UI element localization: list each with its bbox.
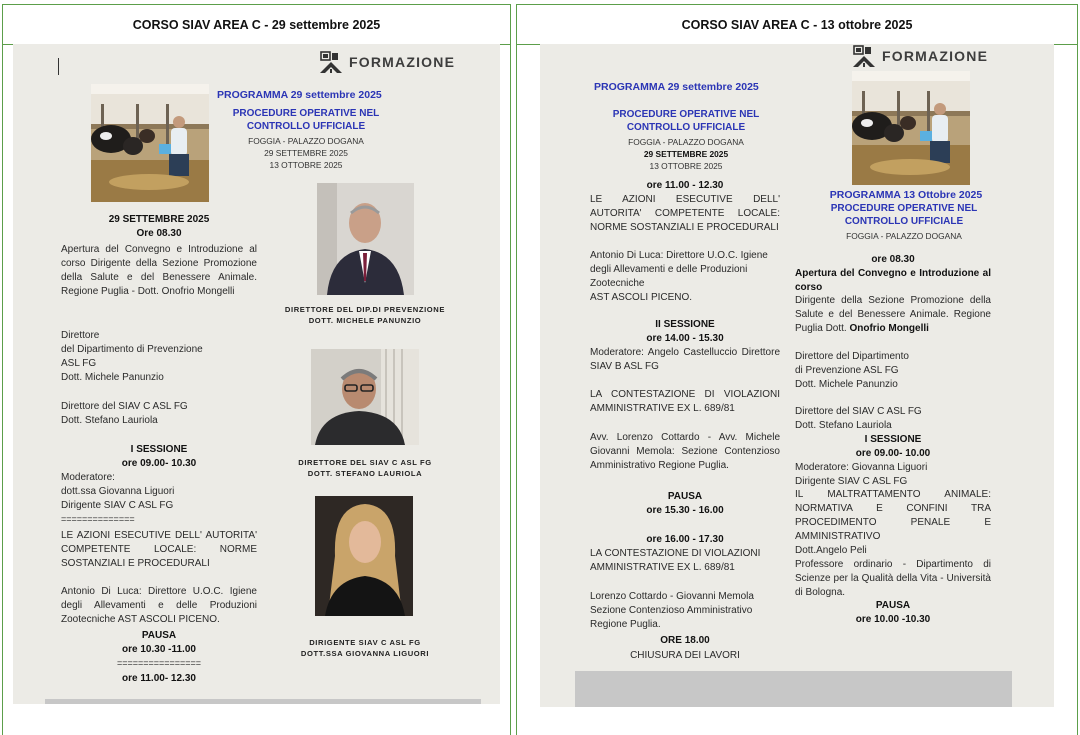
separator-2: ================ <box>116 658 202 668</box>
day-heading: 29 SETTEMBRE 2025 <box>108 214 210 225</box>
time-sessione-2: ore 14.00 - 15.30 <box>646 333 724 344</box>
azioni-title-right: LE AZIONI ESECUTIVE DELL' AUTORITA' COMPETENTE LOCALE: NORME SOSTANZIALI E PROCEDURALI <box>590 194 780 233</box>
direttore-dip-right-line3: Dott. Michele Panunzio <box>795 379 898 390</box>
time-sessione-1: ore 09.00- 10.30 <box>121 458 197 469</box>
location-2: FOGGIA - PALAZZO DOGANA <box>846 231 962 241</box>
time-pausa-2-right: ore 10.00 -10.30 <box>855 614 931 625</box>
pausa-right: PAUSA <box>667 491 703 502</box>
direttore-dip-line1: Direttore <box>61 330 100 341</box>
direttore-dip-line4: Dott. Michele Panunzio <box>61 372 164 383</box>
procedure-title-2-line2: CONTROLLO UFFICIALE <box>844 216 964 227</box>
sessione-1-right: I SESSIONE <box>864 434 922 445</box>
panel-header-left: CORSO SIAV AREA C - 29 settembre 2025 <box>3 5 510 45</box>
moderatore-right-line2: Dirigente SIAV C ASL FG <box>795 476 908 487</box>
portrait-panunzio <box>317 183 414 295</box>
direttore-siav-line1: Direttore del SIAV C ASL FG <box>61 401 188 412</box>
speaker-text: Antonio Di Luca: Direttore U.O.C. Igiene degli Allevamenti e delle Produzioni Zootecniche AST ASCOLI PICENO. <box>61 586 257 625</box>
direttore-dipartimento <box>61 329 257 385</box>
direttore-dip-right <box>795 350 991 392</box>
direttore-dip-right-line2: di Prevenzione ASL FG <box>795 365 899 376</box>
avvocati-2: Lorenzo Cottardo - Giovanni Memola Sezione Contenzioso Amministrativo Regione Puglia. <box>590 591 754 630</box>
time-0830-right: ore 08.30 <box>871 254 915 265</box>
moderatore-name: dott.ssa Giovanna Liguori <box>61 486 175 497</box>
farm-photo-right <box>852 71 970 185</box>
moderatore-role: Dirigente SIAV C ASL FG <box>61 500 174 511</box>
caption-lauriola-line2: DOTT. STEFANO LAURIOLA <box>307 469 423 478</box>
procedure-title-right-line2: CONTROLLO UFFICIALE <box>626 122 746 133</box>
formazione-logo-icon <box>319 50 343 74</box>
caption-panunzio <box>265 304 465 326</box>
formazione-logo <box>319 50 455 74</box>
pausa: PAUSA <box>141 630 177 641</box>
date-2-right: 13 OTTOBRE 2025 <box>649 161 723 171</box>
caption-lauriola <box>265 457 465 479</box>
panel-header-right: CORSO SIAV AREA C - 13 ottobre 2025 <box>517 5 1077 45</box>
speaker-org-right: AST ASCOLI PICENO. <box>590 292 693 303</box>
date-1-right: 29 SETTEMBRE 2025 <box>643 149 729 159</box>
location-right: FOGGIA - PALAZZO DOGANA <box>628 137 744 147</box>
caption-panunzio-line2: DOTT. MICHELE PANUNZIO <box>308 316 422 325</box>
programma-title-right: PROGRAMMA 29 settembre 2025 <box>594 81 759 93</box>
event-info-right <box>606 136 766 172</box>
portrait-liguori-image <box>315 496 413 616</box>
direttore-dip-line2: del Dipartimento di Prevenzione <box>61 344 203 355</box>
mongelli-name: Onofrio Mongelli <box>849 323 929 334</box>
time-next: ore 11.00- 12.30 <box>122 673 196 684</box>
contestazione-1: LA CONTESTAZIONE DI VIOLAZIONI AMMINISTRATIVE EX L. 689/81 <box>590 389 780 414</box>
portrait-lauriola <box>311 349 419 445</box>
sessione-2: II SESSIONE <box>655 319 715 330</box>
date-2: 13 OTTOBRE 2025 <box>269 160 343 170</box>
dirigente-right <box>795 294 991 336</box>
moderatore-label: Moderatore: <box>61 472 115 483</box>
portrait-liguori <box>315 496 413 616</box>
time-pausa-right: ore 15.30 - 16.00 <box>646 505 724 516</box>
farm-photo-image <box>91 84 209 202</box>
formazione-logo-text-right: FORMAZIONE <box>882 48 989 64</box>
moderatore-2: Moderatore: Angelo Castelluccio Direttore SIAV B ASL FG <box>590 347 780 372</box>
speaker-right: Antonio Di Luca: Direttore U.O.C. Igiene degli Allevamenti e delle Produzioni Zootecniche <box>590 250 768 289</box>
dirigente-right-text: Dirigente della Sezione Promozione della Salute e del Benessere Animale. Regione Puglia Dott. <box>795 295 991 334</box>
peli-role: Professore ordinario - Dipartimento di Scienze per la Qualità della Vita - Università di Bologna. <box>795 559 991 598</box>
programma-13-ottobre: PROGRAMMA 13 Ottobre 2025 <box>829 189 983 201</box>
ore-18: ORE 18.00 <box>660 635 710 646</box>
procedure-title-line1: PROCEDURE OPERATIVE NEL <box>232 108 380 119</box>
farm-photo-right-image <box>852 71 970 185</box>
brochure-page-right <box>540 44 1054 707</box>
pausa-2-right: PAUSA <box>875 600 911 611</box>
caption-liguori-line1: DIRIGENTE SIAV C ASL FG <box>309 638 421 647</box>
procedure-title-right-line1: PROCEDURE OPERATIVE NEL <box>612 109 760 120</box>
location: FOGGIA - PALAZZO DOGANA <box>248 136 364 146</box>
sessione-1: I SESSIONE <box>130 444 188 455</box>
brochure-page-left <box>13 44 500 704</box>
time-pausa: ore 10.30 -11.00 <box>122 644 196 655</box>
maltrattamento: IL MALTRATTAMENTO ANIMALE: NORMATIVA E CONFINI TRA PROCEDIMENTO PENALE E AMMINISTRATIVO <box>795 489 991 542</box>
farm-photo <box>91 84 209 202</box>
opening-text: Apertura del Convegno e Introduzione al corso Dirigente della Sezione Promozione della Salute e del Benessere Animale. Regione Puglia - Dott. Onofrio Mongelli <box>61 244 257 297</box>
direttore-dip-right-line1: Direttore del Dipartimento <box>795 351 909 362</box>
procedure-title <box>216 107 396 133</box>
separator-1: ============== <box>61 514 135 524</box>
time-sessione-1-right: ore 09.00- 10.00 <box>855 448 931 459</box>
caption-panunzio-line1: DIRETTORE DEL DIP.DI PREVENZIONE <box>284 305 446 314</box>
text-cursor <box>58 58 59 75</box>
direttore-siav-line2: Dott. Stefano Lauriola <box>61 415 158 426</box>
direttore-siav-right-line2: Dott. Stefano Lauriola <box>795 420 892 431</box>
procedure-title-2 <box>814 202 994 228</box>
moderatore-right <box>795 461 991 489</box>
direttore-dip-line3: ASL FG <box>61 358 97 369</box>
page-bottom-bar-right <box>575 671 1012 707</box>
time-1100: ore 11.00 - 12.30 <box>646 180 724 191</box>
caption-liguori <box>265 637 465 659</box>
avvocati-1: Avv. Lorenzo Cottardo - Avv. Michele Giovanni Memola: Sezione Contenzioso Amministrativo Regione Puglia. <box>590 432 780 471</box>
formazione-logo-right <box>852 44 988 68</box>
procedure-title-2-line1: PROCEDURE OPERATIVE NEL <box>830 203 978 214</box>
procedure-title-right <box>596 108 776 134</box>
date-1: 29 SETTEMBRE 2025 <box>264 148 348 158</box>
procedure-title-line2: CONTROLLO UFFICIALE <box>246 121 366 132</box>
formazione-logo-text: FORMAZIONE <box>349 54 456 70</box>
event-info <box>226 135 386 171</box>
caption-lauriola-line1: DIRETTORE DEL SIAV C ASL FG <box>298 458 432 467</box>
direttore-siav-right <box>795 405 991 433</box>
peli-name: Dott.Angelo Peli <box>795 545 867 556</box>
direttore-siav-right-line1: Direttore del SIAV C ASL FG <box>795 406 922 417</box>
apertura-right: Apertura del Convegno e Introduzione al corso <box>795 268 991 293</box>
contestazione-2: LA CONTESTAZIONE DI VIOLAZIONI AMMINISTRATIVE EX L. 689/81 <box>590 548 761 573</box>
formazione-logo-icon-right <box>852 44 876 68</box>
direttore-siav <box>61 400 257 428</box>
moderatore-block <box>61 471 257 513</box>
azioni-title: LE AZIONI ESECUTIVE DELL' AUTORITA' COMPETENTE LOCALE: NORME SOSTANZIALI E PROCEDURALI <box>61 530 257 569</box>
time-1600: ore 16.00 - 17.30 <box>646 534 724 545</box>
portrait-lauriola-image <box>311 349 419 445</box>
moderatore-right-line1: Moderatore: Giovanna Liguori <box>795 462 928 473</box>
portrait-panunzio-image <box>317 183 414 295</box>
chiusura: CHIUSURA DEI LAVORI <box>630 650 740 661</box>
programma-title: PROGRAMMA 29 settembre 2025 <box>217 89 382 101</box>
caption-liguori-line2: DOTT.SSA GIOVANNA LIGUORI <box>300 649 430 658</box>
page-bottom-bar <box>45 699 481 704</box>
time-0830: Ore 08.30 <box>136 228 182 239</box>
